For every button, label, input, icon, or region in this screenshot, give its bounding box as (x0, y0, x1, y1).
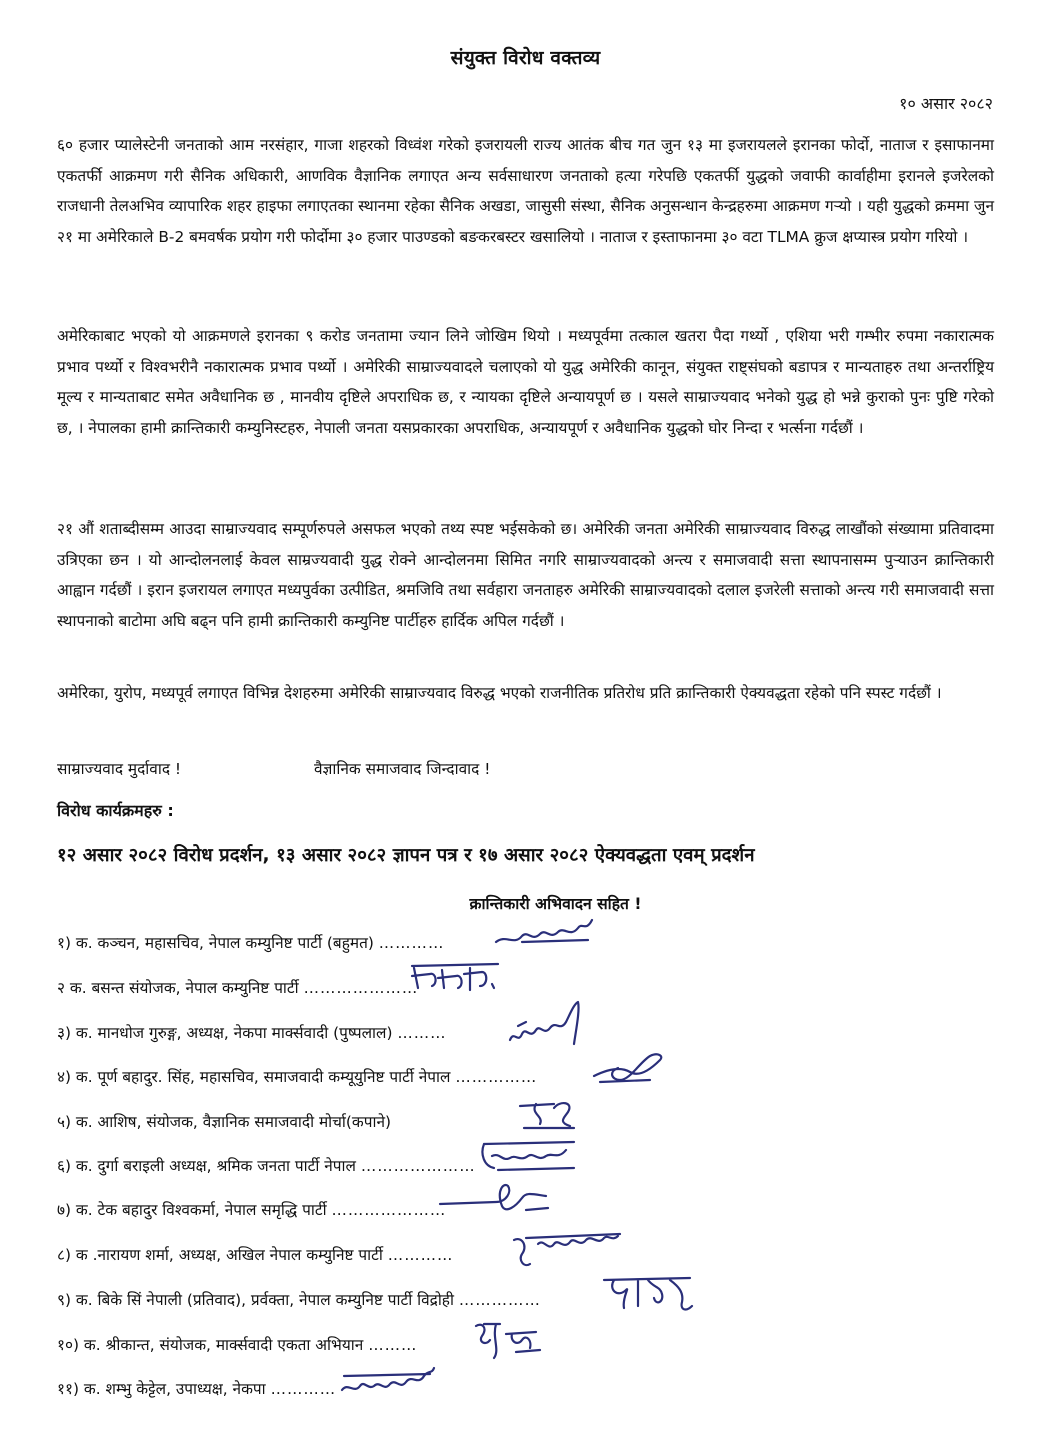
handwritten-signature (598, 1268, 698, 1316)
signatory-text: ९) क. बिके सिं नेपाली (प्रतिवाद), प्रर्वक्ता, नेपाल कम्युनिष्ट पार्टी विद्रोही (57, 1291, 454, 1309)
signatory-text: ७) क. टेक बहादुर विश्वकर्मा, नेपाल समृद्धि पार्टी (57, 1201, 327, 1219)
signatory-line (57, 1244, 453, 1265)
signatory-text: ८) क .नारायण शर्मा, अध्यक्ष, अखिल नेपाल कम्युनिष्ट पार्टी (57, 1246, 383, 1264)
document-title: संयुक्त विरोध वक्तव्य (450, 47, 601, 69)
signatory-line (57, 1334, 417, 1355)
slogans (57, 758, 491, 779)
signatory-line (57, 1111, 391, 1132)
paragraph-2: अमेरिकाबाट भएको यो आक्रमणले इरानका ९ करोड जनतामा ज्यान लिने जोखिम थियो । मध्यपूर्वमा तत्काल खतरा पैदा गर्थ्यो , एशिया भरी गम्भीर रुपमा नकारात्मक प्रभाव पर्थ्यो र विश्वभरीनै नकारात्मक प्रभाव पर्थ्यो । अमेरिकी साम्राज्यवादले चलाएको यो युद्ध अमेरिकी कानून, संयुक्त राष्ट्संघको बडापत्र र मान्यताहरु तथा अन्तर्राष्ट्रिय मूल्य र मान्यताबाट समेत अवैधानिक छ , मानवीय दृष्टिले अपराधिक छ, र न्यायका दृष्टिले अन्यायपूर्ण छ । यसले साम्राज्यवाद भनेको युद्ध हो भन्ने कुराको पुनः पुष्टि गरेको छ, । नेपालका हामी क्रान्तिकारी कम्युनिस्टहरु, नेपाली जनता यसप्रकारका अपराधिक, अन्यायपूर्ण र अवैधानिक युद्धको घोर निन्दा र भर्त्सना गर्दछौं । (57, 327, 994, 437)
signatory-text: ५) क. आशिष, संयोजक, वैज्ञानिक समाजवादी मोर्चा(कपाने) (57, 1113, 392, 1131)
signature-dots: ………………… (331, 1201, 447, 1219)
signatory-text: २ क. बसन्त संयोजक, नेपाल कम्युनिष्ट पार्टी (57, 979, 299, 997)
handwritten-signature (590, 1050, 670, 1090)
signatory-line (57, 977, 418, 998)
signatory-line (57, 1155, 476, 1176)
signature-dots: …………… (458, 1291, 541, 1309)
signature-dots: ………………… (360, 1157, 476, 1175)
programs-heading: विरोध कार्यक्रमहरु : (57, 801, 174, 820)
handwritten-signature (478, 1136, 582, 1176)
signatory-line (57, 1378, 336, 1399)
signatory-line (57, 1199, 446, 1220)
signature-dots: ………… (387, 1246, 454, 1264)
signatory-line (57, 1022, 447, 1043)
handwritten-signature (408, 960, 508, 1000)
signatory-text: ११) क. शम्भु केट्टेल, उपाध्यक्ष, नेकपा (57, 1380, 266, 1398)
signatory-line (57, 1066, 537, 1087)
document-date: १० असार २०८२ (899, 94, 993, 113)
signature-dots: …………… (455, 1068, 538, 1086)
signatory-text: १०) क. श्रीकान्त, संयोजक, मार्क्सवादी एकता अभियान (57, 1336, 364, 1354)
handwritten-signature (508, 1224, 628, 1272)
handwritten-signature (492, 912, 602, 952)
signature-dots: ………… (270, 1380, 337, 1398)
handwritten-signature (436, 1180, 556, 1220)
signatory-text: १) क. कञ्चन, महासचिव, नेपाल कम्युनिष्ट पार्टी (बहुमत) (57, 934, 374, 952)
signatory-text: ४) क. पूर्ण बहादुर. सिंह, महासचिव, समाजवादी कम्यूयुनिष्ट पार्टी नेपाल (57, 1068, 451, 1086)
paragraph-3: २१ औं शताब्दीसम्म आउदा साम्राज्यवाद सम्पूर्णरुपले असफल भएको तथ्य स्पष्ट भईसकेको छ। अमेरिकी जनता अमेरिकी साम्राज्यवाद विरुद्ध लाखौंको संख्यामा प्रतिवादमा उत्रिएका छन । यो आन्दोलनलाई केवल साम्रज्यवादी युद्ध रोक्ने आन्दोलनमा सिमित नगरि साम्राज्यवादको अन्त्य र समाजवादी सत्ता स्थापनासम्म पुऱ्याउन क्रान्तिकारी आह्वान गर्दछौं । इरान इजरायल लगाएत मध्यपुर्वका उत्पीडित, श्रमजिवि तथा सर्वहारा जनताहरु अमेरिकी साम्राज्यवादको दलाल इजरेली सत्ताको अन्त्य गरी समाजवादी सत्ता स्थापनाको बाटोमा अघि बढ्न पनि हामी क्रान्तिकारी कम्युनिष्ट पार्टीहरु हार्दिक अपिल गर्दछौं । (57, 520, 994, 630)
signature-dots: ………………… (303, 979, 419, 997)
handwritten-signature (504, 1000, 594, 1056)
signature-dots: ……… (368, 1336, 418, 1354)
paragraph-1: ६० हजार प्यालेस्टेनी जनताको आम नरसंहार, गाजा शहरको विध्वंश गरेको इजरायली राज्य आतंक बीच गत जुन १३ मा इजरायलले इरानका फोर्दो, नाताज र इसाफानमा एकतर्फी आक्रमण गरी सैनिक अधिकारी, आणविक वैज्ञानिक लगाएत अन्य सर्वसाधारण जनताको हत्या गरेपछि एकतर्फी युद्धको जवाफी कार्वाहीमा इरानले इजरेलको राजधानी तेलअभिव व्यापारिक शहर हाइफा लगाएतका स्थानमा रहेका सैनिक अखडा, जासुसी संस्था, सैनिक अनुसन्धान केन्द्रहरुमा आक्रमण गऱ्यो । यही युद्धको क्रममा जुन २१ मा अमेरिकाले B-2 बमवर्षक प्रयोग गरी फोर्दोमा ३० हजार पाउण्डको बङकरबस्टर खसालियो । नाताज र इस्ताफानमा ३० वटा TLMA क्रुज क्षप्यास्त्र प्रयोग गरियो । (57, 136, 994, 246)
programs-line: १२ असार २०८२ विरोध प्रदर्शन, १३ असार २०८२ ज्ञापन पत्र र १७ असार २०८२ ऐक्यवद्धता एवम् प्रदर्शन (57, 845, 755, 866)
handwritten-signature (514, 1094, 584, 1134)
signature-dots: ……… (397, 1024, 447, 1042)
signatory-text: ३) क. मानधोज गुरुङ्ग, अध्यक्ष, नेकपा मार्क्सवादी (पुष्पलाल) (57, 1024, 393, 1042)
slogan-long-live-socialism: वैज्ञानिक समाजवाद जिन्दावाद ! (314, 760, 491, 778)
slogan-down-with-imperialism: साम्राज्यवाद मुर्दावाद ! (57, 760, 182, 778)
signature-dots: ………… (378, 934, 445, 952)
signatory-text: ६) क. दुर्गा बराइली अध्यक्ष, श्रमिक जनता पार्टी नेपाल (57, 1157, 356, 1175)
handwritten-signature (470, 1318, 550, 1362)
handwritten-signature (338, 1364, 438, 1404)
signatory-line (57, 1289, 541, 1310)
revolutionary-greeting: क्रान्तिकारी अभिवादन सहित ! (469, 895, 642, 913)
signatory-line (57, 932, 444, 953)
paragraph-4: अमेरिका, युरोप, मध्यपूर्व लगाएत विभिन्न देशहरुमा अमेरिकी साम्राज्यवाद विरुद्ध भएको राजनीतिक प्रतिरोध प्रति क्रान्तिकारी ऐक्यवद्धता रहेको पनि स्पस्ट गर्दछौं । (57, 684, 942, 702)
